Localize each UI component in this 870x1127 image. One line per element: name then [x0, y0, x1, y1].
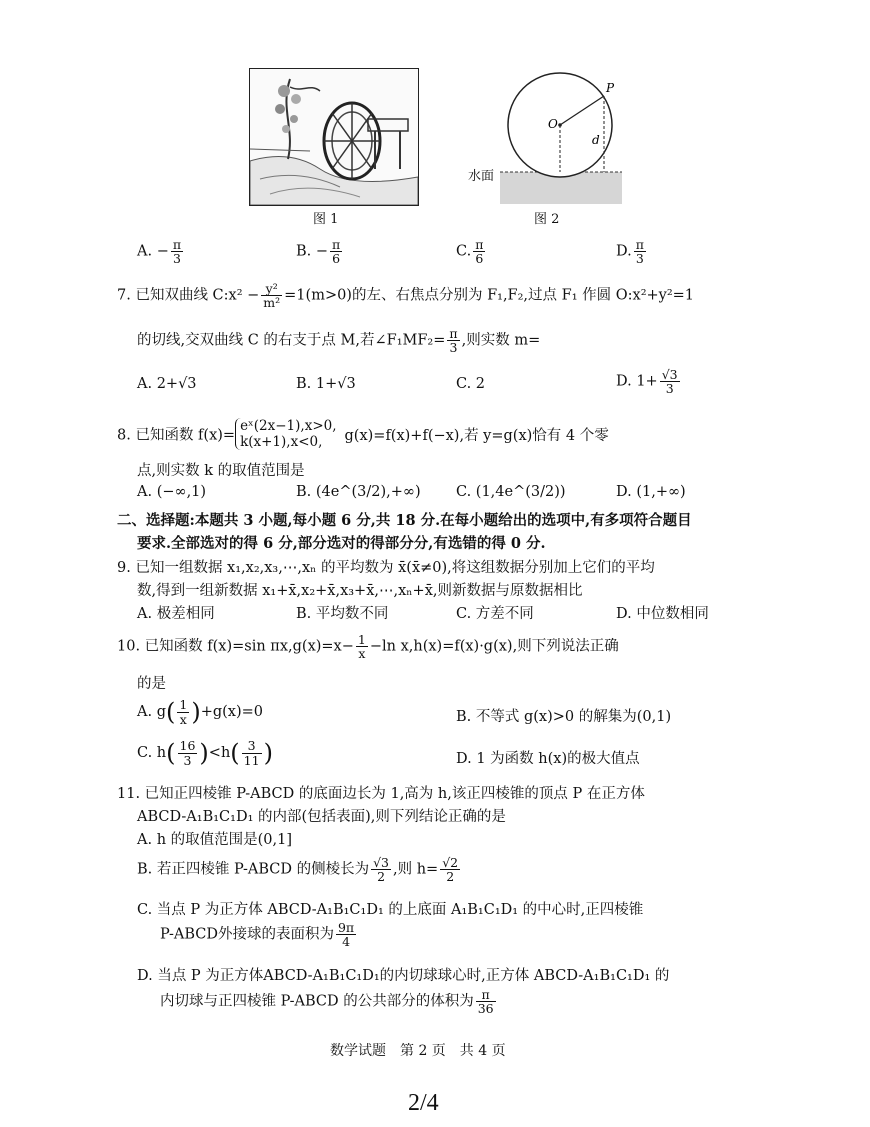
piecewise-brace: eˣ(2x−1),x>0, k(x+1),x<0,	[235, 418, 336, 450]
q6-option-a[interactable]: A. − $\frac{\pi}{3}$	[137, 237, 182, 267]
q11-line-1: 11. 已知正四棱锥 P-ABCD 的底面边长为 1,高为 h,该正四棱锥的顶点 P 在正方体	[117, 786, 645, 802]
distance-d-label: d	[592, 133, 600, 147]
q10-option-b[interactable]: B. 不等式 g(x)>0 的解集为(0,1)	[456, 709, 672, 725]
q8-line-1: 8. 已知函数 f(x)= eˣ(2x−1),x>0, k(x+1),x<0, g(x)=f(x)+f(−x),若 y=g(x)恰有 4 个零	[117, 418, 609, 451]
q7-option-d[interactable]: D. 1+ $\frac{√3}{3}$	[616, 367, 678, 397]
q10-line-1: 10. 已知函数 f(x)=sin πx,g(x)=x− $\frac{1}{x}$ −ln x,h(x)=f(x)·g(x),则下列说法正确	[117, 632, 619, 662]
figure-1-caption: 图 1	[313, 212, 339, 227]
figure-1	[249, 68, 419, 206]
q8-option-a[interactable]: A. (−∞,1)	[137, 484, 207, 500]
q7-option-b[interactable]: B. 1+√3	[296, 376, 356, 392]
q8-option-c[interactable]: C. (1,4e^(3/2))	[456, 484, 566, 500]
q9-option-a[interactable]: A. 极差相同	[137, 606, 215, 622]
q7-line-1: 7. 已知双曲线 C:x² − $\frac{\text{y²}}{\text{m²}}$ =1(m>0)的左、右焦点分别为 F₁,F₂,过点 F₁ 作圆 O:x²+y²=1	[117, 281, 695, 311]
q10-option-c[interactable]: C. h( $\frac{16}{3}$ )<h( $\frac{3}{11}$ )	[137, 738, 273, 768]
q8-option-b[interactable]: B. (4e^(3/2),+∞)	[296, 484, 421, 500]
q11-option-c[interactable]: C. 当点 P 为正方体 ABCD-A₁B₁C₁D₁ 的上底面 A₁B₁C₁D₁ 的中心时,正四棱锥	[137, 902, 644, 918]
q11-option-c-cont: P-ABCD外接球的表面积为 $\frac{9\pi}{4}$	[160, 920, 355, 950]
q10-line-2: 的是	[137, 676, 166, 692]
q8-line-2: 点,则实数 k 的取值范围是	[137, 463, 305, 479]
q11-option-d[interactable]: D. 当点 P 为正方体ABCD-A₁B₁C₁D₁的内切球球心时,正方体 ABCD-A₁B₁C₁D₁ 的	[137, 968, 670, 984]
q7-line-2: 的切线,交双曲线 C 的右支于点 M,若∠F₁MF₂= $\frac{\pi}{3}$ ,则实数 m=	[137, 326, 541, 356]
q11-option-a[interactable]: A. h 的取值范围是(0,1]	[137, 832, 293, 848]
water-surface-label: 水面	[468, 169, 495, 184]
q10-option-a[interactable]: A. g( $\frac{1}{x}$ )+g(x)=0	[137, 697, 263, 727]
q8-option-d[interactable]: D. (1,+∞)	[616, 484, 686, 500]
q9-line-1: 9. 已知一组数据 x₁,x₂,x₃,⋯,xₙ 的平均数为 x̄(x̄≠0),将这组数据分别加上它们的平均	[117, 560, 655, 576]
section-2-heading-cont: 要求.全部选对的得 6 分,部分选对的得部分分,有选错的得 0 分.	[137, 535, 546, 552]
q6-option-d[interactable]: D. $\frac{\pi}{3}$	[616, 237, 644, 267]
q9-option-c[interactable]: C. 方差不同	[456, 606, 534, 622]
q9-line-2: 数,得到一组新数据 x₁+x̄,x₂+x̄,x₃+x̄,⋯,xₙ+x̄,则新数据与原数据相比	[137, 583, 583, 599]
q11-option-b[interactable]: B. 若正四棱锥 P-ABCD 的侧棱长为 $\frac{√3}{2}$ ,则 h= $\frac{√2}{2}$	[137, 855, 459, 885]
q7-option-a[interactable]: A. 2+√3	[137, 376, 197, 392]
page-number: 2/4	[408, 1090, 439, 1116]
q9-option-b[interactable]: B. 平均数不同	[296, 606, 389, 622]
q9-option-d[interactable]: D. 中位数相同	[616, 606, 709, 622]
q6-option-c[interactable]: C. $\frac{\pi}{6}$	[456, 237, 484, 267]
q10-option-d[interactable]: D. 1 为函数 h(x)的极大值点	[456, 751, 640, 767]
point-P-label: P	[606, 81, 615, 95]
point-O-label: O	[548, 117, 558, 131]
q6-option-b[interactable]: B. − $\frac{\pi}{6}$	[296, 237, 341, 267]
figure-2-diagram	[462, 70, 632, 210]
q11-option-d-cont: 内切球与正四棱锥 P-ABCD 的公共部分的体积为 $\frac{\pi}{36}$	[160, 987, 494, 1017]
q7-option-c[interactable]: C. 2	[456, 376, 486, 392]
figure-2-caption: 图 2	[534, 212, 560, 227]
page-footer: 数学试题 第 2 页 共 4 页	[330, 1043, 506, 1059]
water-wheel-illustration	[250, 69, 418, 205]
q11-line-2: ABCD-A₁B₁C₁D₁ 的内部(包括表面),则下列结论正确的是	[137, 809, 506, 825]
section-2-heading: 二、选择题:本题共 3 小题,每小题 6 分,共 18 分.在每小题给出的选项中,有多项符合题目	[117, 512, 692, 529]
